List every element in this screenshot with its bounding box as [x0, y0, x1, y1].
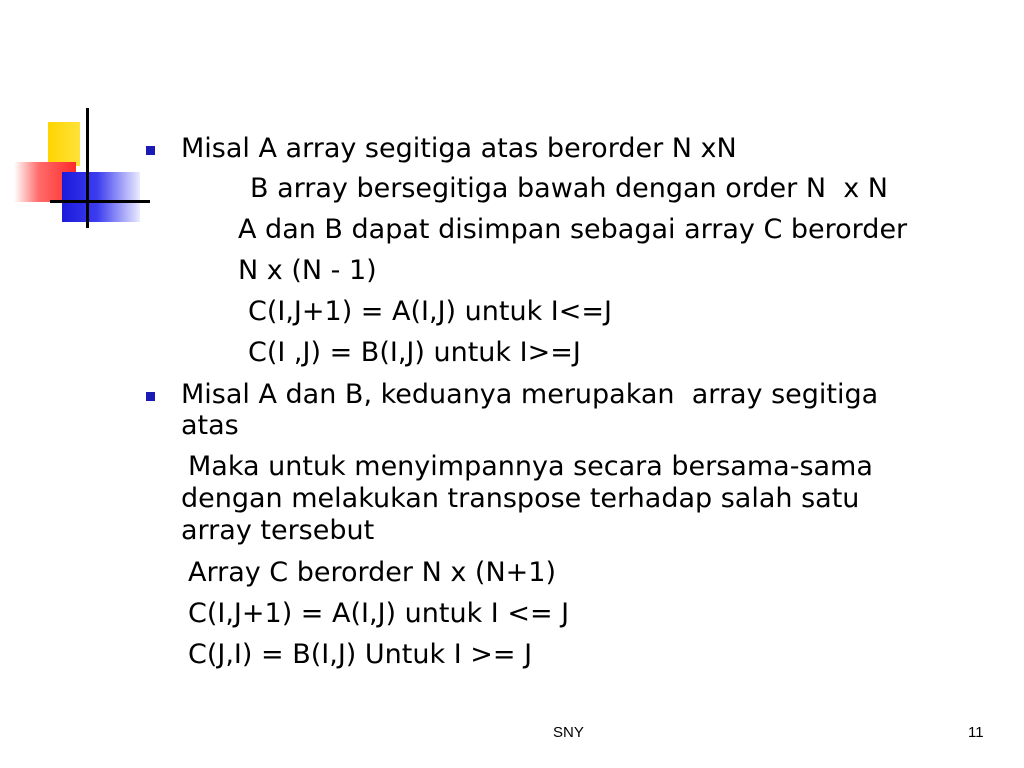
bullet-1-line-3: A dan B dapat disimpan sebagai array C berorder — [238, 214, 908, 245]
footer-page-number: 11 — [968, 724, 984, 741]
bullet-2-line-4: dengan melakukan transpose terhadap salah satu — [181, 483, 860, 514]
bullet-2-line-7: C(I,J+1) = A(I,J) untuk I <= J — [188, 598, 570, 629]
bullet-1-line-4: N x (N - 1) — [238, 255, 377, 286]
bullet-2-line-3: Maka untuk menyimpannya secara bersama-sama — [188, 451, 873, 482]
bullet-1-line-1: Misal A array segitiga atas berorder N xN — [181, 133, 737, 164]
bullet-marker — [146, 146, 155, 155]
bullet-1-line-5: C(I,J+1) = A(I,J) untuk I<=J — [248, 296, 612, 327]
bullet-marker — [146, 392, 155, 401]
footer-author: SNY — [553, 724, 584, 741]
bullet-2-line-2: atas — [181, 410, 239, 441]
bullet-2-line-5: array tersebut — [181, 515, 375, 546]
bullet-2-line-6: Array C berorder N x (N+1) — [188, 557, 556, 588]
bullet-2-line-1: Misal A dan B, keduanya merupakan array segitiga — [181, 379, 879, 410]
bullet-2-line-8: C(J,I) = B(I,J) Untuk I >= J — [188, 639, 533, 670]
bullet-1-line-6: C(I ,J) = B(I,J) untuk I>=J — [248, 337, 581, 368]
bullet-1-line-2: B array bersegitiga bawah dengan order N x N — [250, 173, 888, 204]
